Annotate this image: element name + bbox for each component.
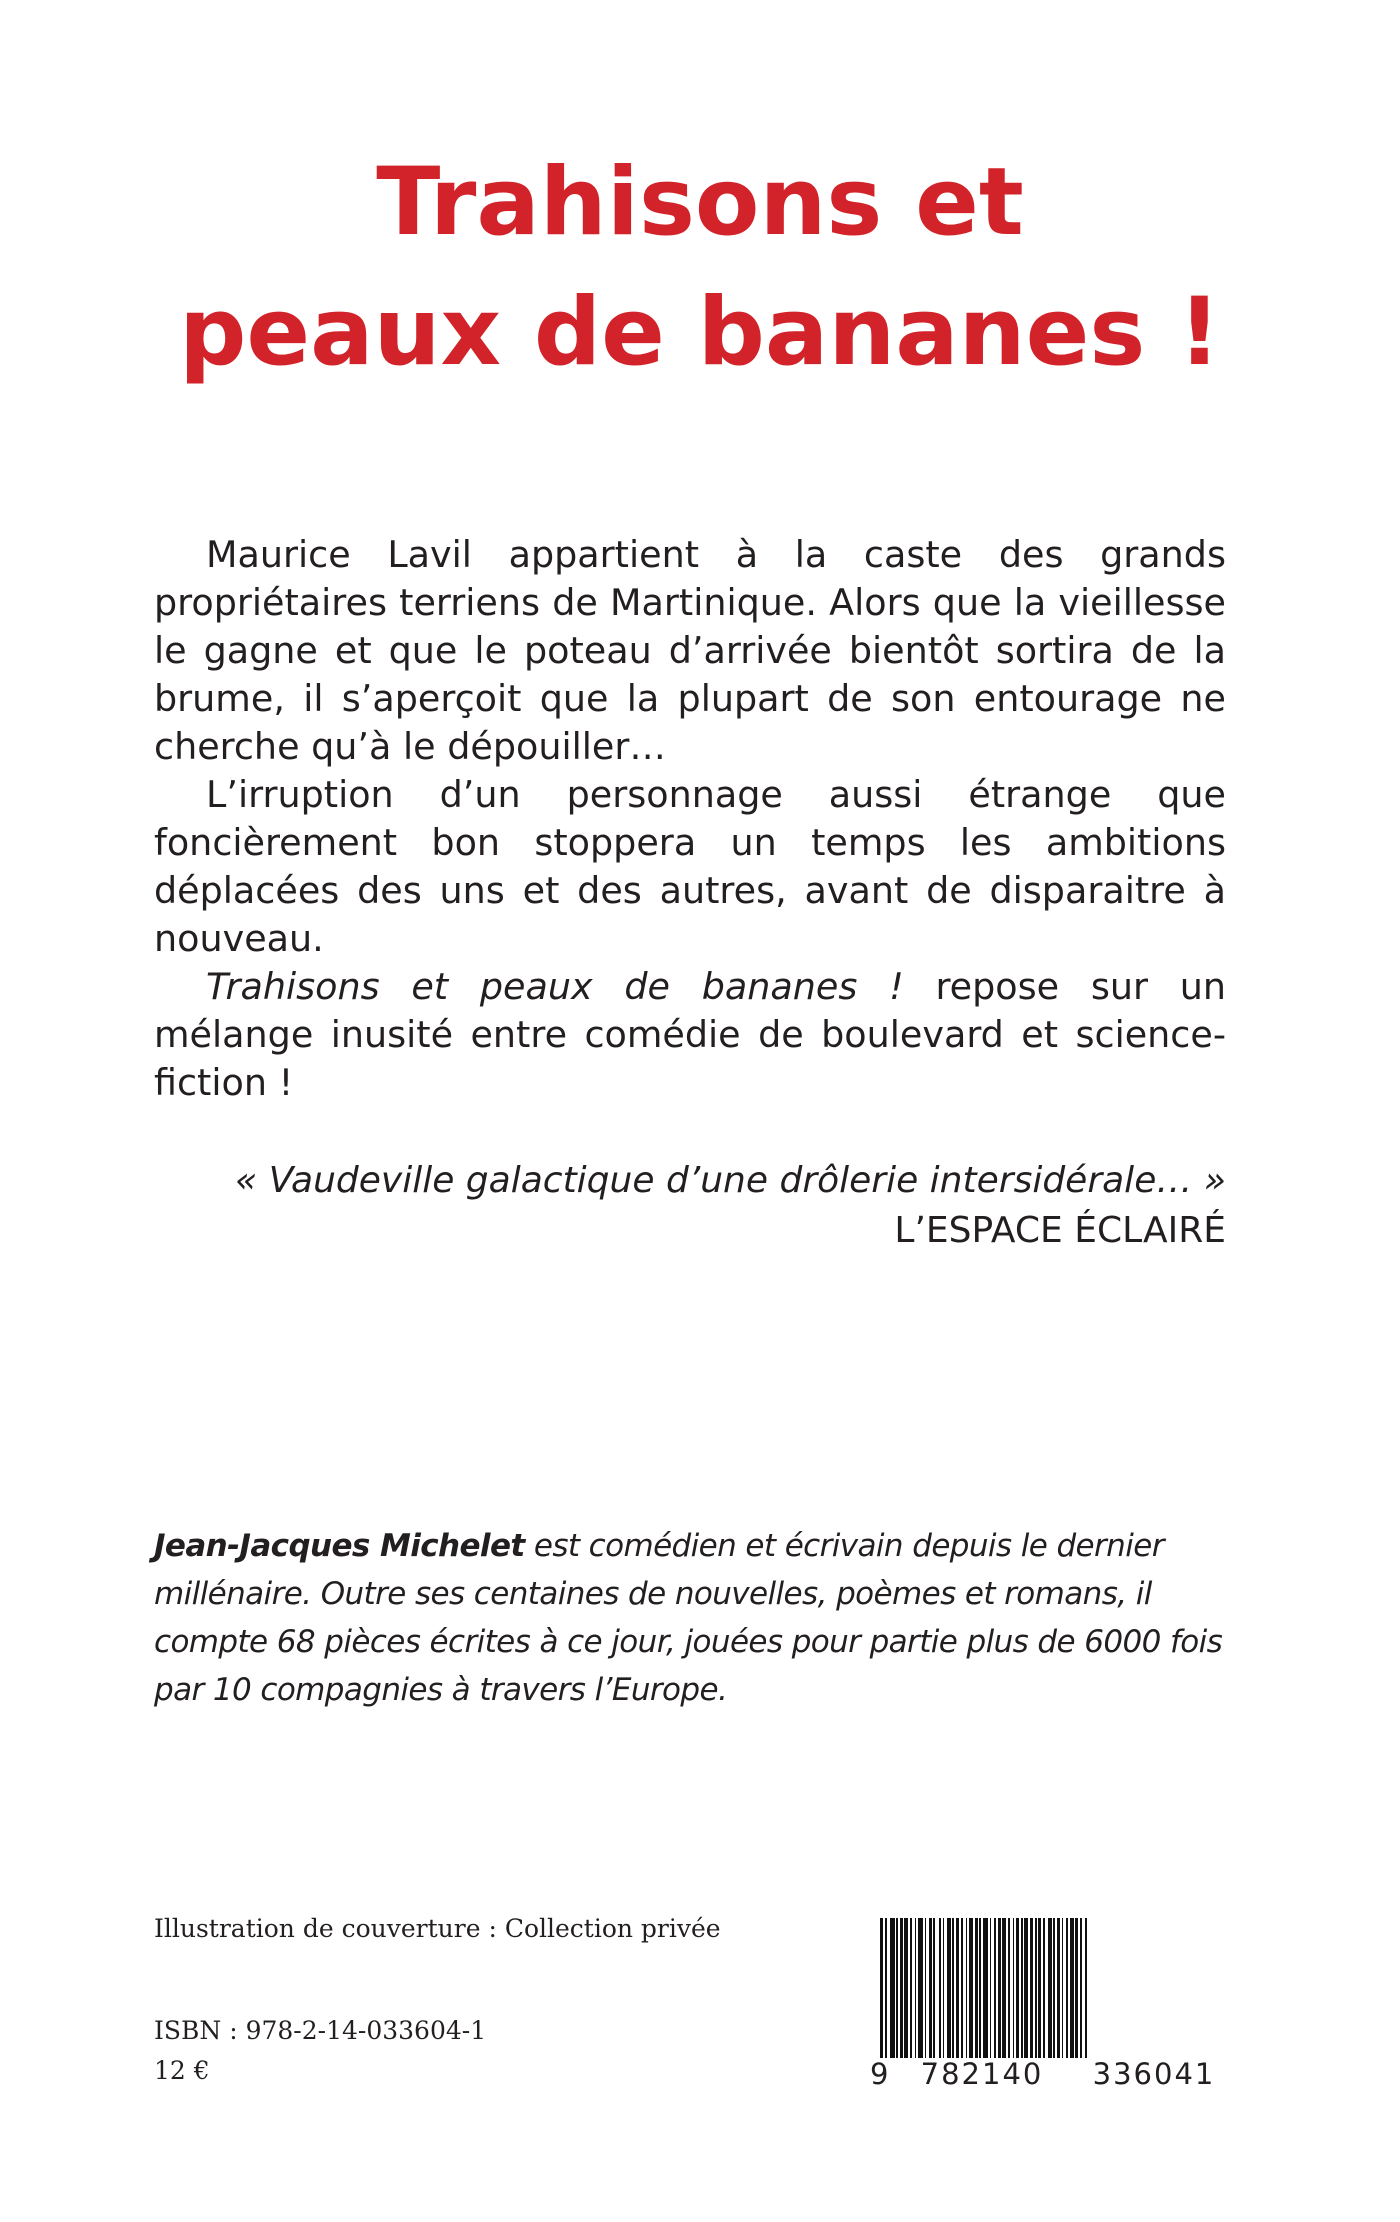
press-quote — [154, 1156, 1226, 1256]
book-title-line1: Trahisons et — [376, 148, 1024, 257]
author-bio — [154, 1522, 1234, 1714]
blurb-paragraph-3-text: repose sur un mélange inusité entre comédie de boulevard et science-fiction ! — [154, 965, 1226, 1104]
press-quote-source: L’ESPACE ÉCLAIRÉ — [894, 1210, 1226, 1251]
blurb-paragraph-2: L’irruption d’un personnage aussi étrange que foncièrement bon stoppera un temps les ambitions déplacées des uns et des autres, avant de disparaitre à nouveau. — [154, 773, 1226, 960]
barcode-digit-lead: 9 — [870, 2057, 890, 2091]
barcode-gap — [1087, 1918, 1090, 2058]
isbn-block — [154, 2011, 486, 2091]
press-quote-text: « Vaudeville galactique d’une drôlerie intersidérale… » — [235, 1160, 1226, 1201]
book-title — [0, 138, 1400, 398]
isbn-number: ISBN : 978-2-14-033604-1 — [154, 2016, 487, 2045]
author-name: Jean-Jacques Michelet — [154, 1528, 525, 1564]
blurb-paragraph-1: Maurice Lavil appartient à la caste des grands propriétaires terriens de Martinique. Alors que la vieillesse le gagne et que le poteau d’arrivée bientôt sortira de la brume, il s’aperçoit que la plupart de son entourage ne cherche qu’à le dépouiller… — [154, 533, 1226, 768]
price: 12 € — [154, 2056, 210, 2085]
back-cover-blurb — [154, 531, 1226, 1107]
barcode-digits-left: 782140 — [920, 2057, 1044, 2091]
illustration-credit: Illustration de couverture : Collection privée — [154, 1914, 721, 1943]
book-title-line2: peaux de bananes ! — [179, 278, 1221, 387]
blurb-title-italic: Trahisons et peaux de bananes ! — [206, 965, 904, 1008]
barcode — [880, 1918, 1240, 2058]
barcode-digits-right: 336041 — [1092, 2057, 1216, 2091]
barcode-digits — [870, 2058, 1240, 2090]
author-bio-text: est comédien et écrivain depuis le dernier millénaire. Outre ses centaines de nouvelles, poèmes et romans, il compte 68 pièces écrites à ce jour, jouées pour partie plus de 6000 fois par 10 compagnies à travers l’Europe. — [154, 1528, 1223, 1708]
blurb-paragraph-3 — [154, 963, 1226, 1107]
